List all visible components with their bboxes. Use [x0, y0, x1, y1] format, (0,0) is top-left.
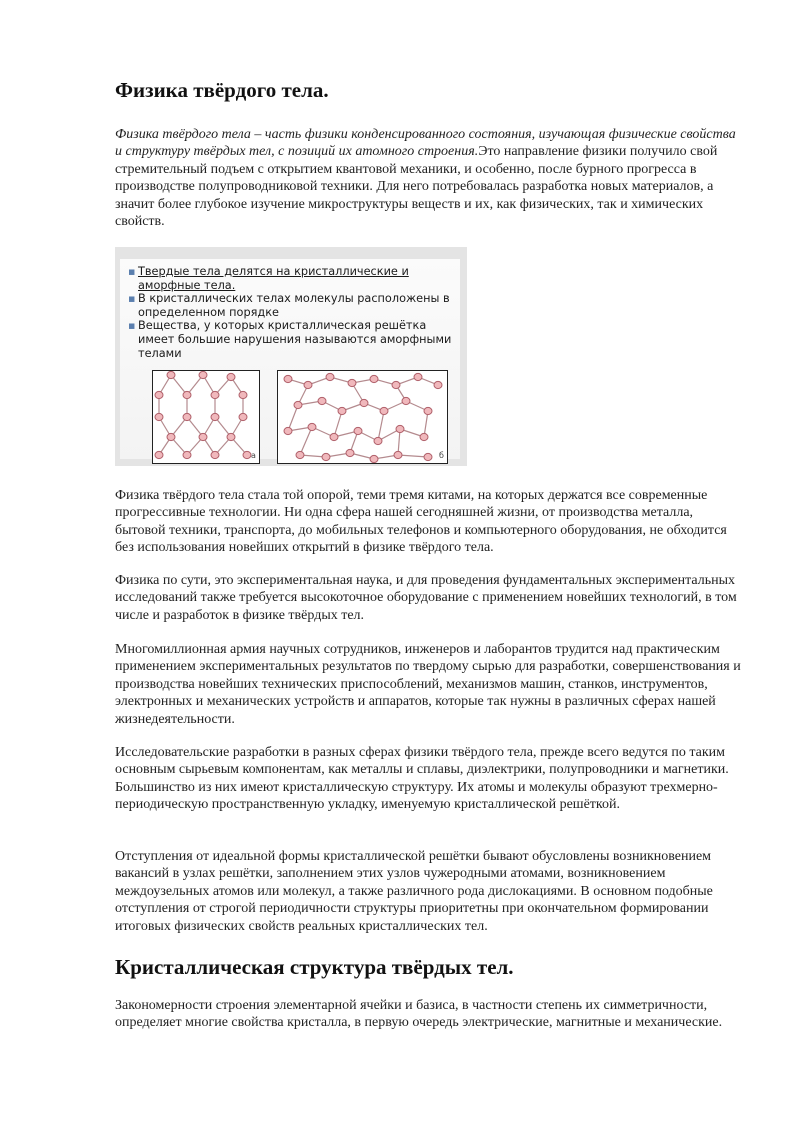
intro-paragraph: [115, 126, 745, 230]
lattice-atom: [380, 407, 388, 414]
lattice-atom: [346, 449, 354, 456]
label-a: а: [251, 451, 256, 460]
lattice-atom: [211, 451, 219, 458]
lattice-atom: [318, 397, 326, 404]
paragraph: Физика по сути, это экспериментальная наука, и для проведения фундаментальных экспериментальных исследований также требуется высокоточное оборудование с применением новейших технологий, в том числе и разработок в физике твёрдых тел.: [115, 573, 737, 623]
lattice-atom: [424, 453, 432, 460]
lattice-atom: [239, 413, 247, 420]
lattice-atom: [322, 453, 330, 460]
lattice-figure: [115, 247, 467, 466]
lattice-atom: [155, 391, 163, 398]
lattice-atom: [296, 451, 304, 458]
lattice-atom: [284, 375, 292, 382]
lattice-atom: [167, 433, 175, 440]
paragraph: Отступления от идеальной формы кристаллической решётки бывают обусловлены возникновением вакансий в узлах решётки, заполнением этих узлов чужеродными атомами, возникновением междоузельных атомов или молекул, а также различного рода дислокациями. В основном подобные отступления от строгой периодичности структуры приоритетны при окончательном формировании итоговых физических свойств реальных кристаллических тел.: [115, 849, 713, 934]
amorphous-lattice-diagram: [277, 370, 448, 464]
lattice-atom: [211, 391, 219, 398]
slide-bullets: [128, 265, 458, 360]
lattice-atom: [414, 373, 422, 380]
lattice-atom: [183, 391, 191, 398]
label-b: б: [439, 451, 444, 460]
lattice-atom: [424, 407, 432, 414]
lattice-atom: [370, 375, 378, 382]
slide-bullet: ▪ Вещества, у которых кристаллическая решётка имеет большие нарушения называются аморфными телами: [128, 319, 452, 360]
lattice-atom: [434, 381, 442, 388]
slide-image: [120, 259, 460, 459]
lattice-atom: [392, 381, 400, 388]
lattice-atom: [211, 413, 219, 420]
lattice-atom: [199, 433, 207, 440]
lattice-bond: [288, 405, 298, 431]
bullet-icon: ▪: [128, 319, 136, 333]
paragraph: Многомиллионная армия научных сотрудников, инженеров и лаборантов трудится над практическим применением экспериментальных результатов по твердому сырью для разработки, совершенствования и производства новейших технических приспособлений, механизмов машин, станков, инструментов, электронных и механических устройств и аппаратов, которые так нужны в различных сферах нашей жизнедеятельности.: [115, 642, 741, 727]
paragraph: Физика твёрдого тела стала той опорой, теми тремя китами, на которых держатся все современные прогрессивные технологии. Ни одна сфера нашей сегодняшней жизни, от производства металла, бытовой техники, транспорта, до мобильных телефонов и компьютерного оборудования, не обходится без использования новейших открытий в физике твёрдого тела.: [115, 488, 727, 556]
lattice-atom: [243, 451, 251, 458]
lattice-atom: [402, 397, 410, 404]
lattice-atom: [360, 399, 368, 406]
lattice-atom: [354, 427, 362, 434]
slide-bullet: ▪ В кристаллических телах молекулы расположены в определенном порядке: [128, 292, 450, 319]
paragraph: Закономерности строения элементарной ячейки и базиса, в частности степень их симметричности, определяет многие свойства кристалла, в первую очередь электрические, магнитные и механические.: [115, 998, 723, 1031]
crystal-lattice-svg: [153, 371, 259, 463]
crystal-lattice-diagram: [152, 370, 260, 464]
lattice-atom: [330, 433, 338, 440]
lattice-atom: [394, 451, 402, 458]
lattice-bond: [378, 411, 384, 441]
lattice-atom: [155, 413, 163, 420]
lattice-atom: [348, 379, 356, 386]
bullet-icon: ▪: [128, 292, 136, 306]
lattice-atom: [167, 371, 175, 378]
lattice-atom: [338, 407, 346, 414]
lattice-atom: [227, 373, 235, 380]
lattice-atom: [227, 433, 235, 440]
paragraph: Исследовательские разработки в разных сферах физики твёрдого тела, прежде всего ведутся по таким основным сырьевым компонентам, как металлы и сплавы, диэлектрики, полупроводники и магнетики. Большинство из них имеют кристаллическую структуру. Их атомы и молекулы образуют трехмерно-периодическую пространственную укладку, именуемую кристаллической решёткой.: [115, 745, 729, 813]
amorphous-lattice-svg: [278, 371, 447, 463]
lattice-atom: [183, 413, 191, 420]
lattice-atom: [374, 437, 382, 444]
slide-bullet: ▪ Твердые тела делятся на кристаллические и аморфные тела.: [128, 265, 409, 292]
lattice-atom: [294, 401, 302, 408]
lattice-atom: [396, 425, 404, 432]
lattice-atom: [183, 451, 191, 458]
lattice-atom: [326, 373, 334, 380]
lattice-atom: [370, 455, 378, 462]
page-title: Физика твёрдого тела.: [115, 78, 329, 102]
bullet-icon: ▪: [128, 265, 136, 278]
lattice-atom: [199, 371, 207, 378]
lattice-atom: [284, 427, 292, 434]
lattice-atom: [308, 423, 316, 430]
lattice-atom: [239, 391, 247, 398]
lattice-atom: [420, 433, 428, 440]
lattice-bond: [398, 455, 428, 457]
intro-text: Это направление физики получило свой стремительный подъем с открытием квантовой механики, и особенно, после бурного прогресса в производстве полупроводниковой техники. Для него потребовалась разработка новых материалов, а значит более глубокое изучение микроструктуры веществ и их, как физических, так и химических свойств.: [115, 144, 718, 230]
lattice-bond: [300, 427, 312, 455]
lattice-atom: [155, 451, 163, 458]
intro-definition: Физика твёрдого тела – часть физики конденсированного состояния, изучающая физические свойства и структуру твёрдых тел, с позиций их атомного строения.: [115, 127, 736, 160]
section-heading: Кристаллическая структура твёрдых тел.: [115, 955, 514, 979]
lattice-atom: [304, 381, 312, 388]
